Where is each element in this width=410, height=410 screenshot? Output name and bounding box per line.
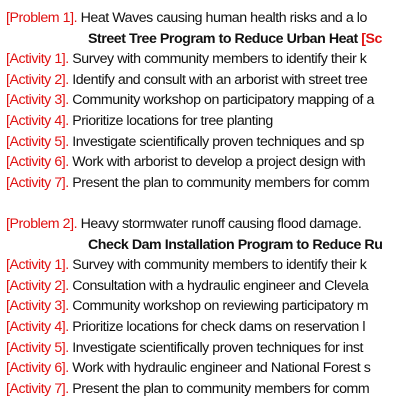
activity-text: Prioritize locations for tree planting	[68, 112, 273, 129]
activity-tag: [Activity 2].	[6, 71, 69, 88]
p2-activity-1	[6, 255, 410, 276]
activity-tag: [Activity 2].	[6, 277, 69, 294]
problem-2-line	[6, 214, 410, 235]
p1-activity-2	[6, 70, 410, 91]
p2-activity-6	[6, 358, 410, 379]
p2-activity-7	[6, 379, 410, 400]
activity-text: Work with hydraulic engineer and National Forest s	[68, 360, 371, 377]
program-2-title-text: Check Dam Installation Program to Reduce Ru	[88, 236, 383, 253]
p2-activity-3	[6, 296, 410, 317]
activity-text: Work with arborist to develop a project design with	[68, 154, 366, 171]
activity-text: Present the plan to community members for comm	[68, 380, 370, 397]
activity-tag: [Activity 3].	[6, 92, 69, 109]
activity-text: Community workshop on reviewing participatory m	[68, 298, 369, 315]
p1-activity-7	[6, 173, 410, 194]
activity-tag: [Activity 1].	[6, 257, 69, 274]
section-spacer	[6, 193, 410, 214]
program-1-title-text: Street Tree Program to Reduce Urban Heat	[88, 30, 358, 47]
activity-text: Identify and consult with an arborist with street tree	[68, 71, 368, 88]
activity-text: Consultation with a hydraulic engineer and Clevela	[68, 277, 369, 294]
activity-tag: [Activity 4].	[6, 318, 69, 335]
p1-activity-3	[6, 90, 410, 111]
activity-tag: [Activity 5].	[6, 339, 69, 356]
activity-tag: [Activity 4].	[6, 112, 69, 129]
p1-activity-6	[6, 152, 410, 173]
p1-activity-4	[6, 111, 410, 132]
activity-tag: [Activity 6].	[6, 360, 69, 377]
problem-1-text: Heat Waves causing human health risks and a lo	[77, 10, 367, 26]
p2-activity-2	[6, 276, 410, 297]
p1-activity-1	[6, 49, 410, 70]
p2-activity-4	[6, 317, 410, 338]
activity-text: Present the plan to community members for comm	[68, 174, 370, 191]
activity-text: Community workshop on participatory mapping of a	[68, 92, 374, 109]
problem-1-tag: [Problem 1].	[6, 10, 78, 26]
activity-tag: [Activity 1].	[6, 51, 69, 68]
activity-text: Survey with community members to identify their k	[68, 51, 367, 68]
activity-text: Prioritize locations for check dams on reservation l	[68, 318, 366, 335]
program-1-title	[6, 29, 410, 50]
activity-tag: [Activity 3].	[6, 298, 69, 315]
problem-2-tag: [Problem 2].	[6, 215, 78, 232]
activity-tag: [Activity 6].	[6, 154, 69, 171]
activity-tag: [Activity 7].	[6, 174, 69, 191]
activity-text: Investigate scientifically proven techniques and sp	[68, 133, 364, 150]
activity-tag: [Activity 7].	[6, 380, 69, 397]
activity-text: Investigate scientifically proven techniques for inst	[68, 339, 364, 356]
p1-activity-5	[6, 132, 410, 153]
program-1-title-tag: [Sc	[357, 30, 383, 47]
p2-activity-5	[6, 338, 410, 359]
problem-1-line	[6, 8, 410, 29]
activity-text: Survey with community members to identify their k	[68, 257, 367, 274]
program-2-title	[6, 235, 410, 256]
problem-2-text: Heavy stormwater runoff causing flood damage.	[77, 215, 362, 232]
activity-tag: [Activity 5].	[6, 133, 69, 150]
